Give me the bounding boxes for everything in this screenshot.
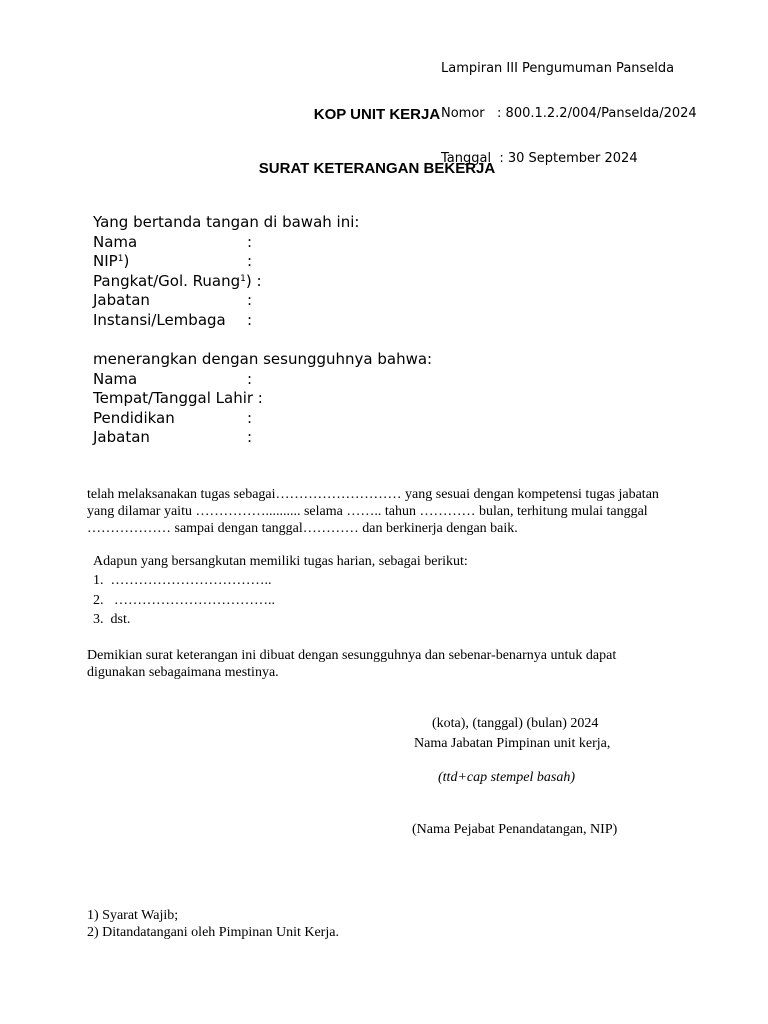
header-line-attachment: Lampiran III Pengumuman Panselda xyxy=(441,61,675,76)
field-label: Jabatan xyxy=(93,291,150,309)
footnote-ref: 1 xyxy=(240,273,246,284)
signer-field-name xyxy=(93,233,359,253)
field-label: Nama xyxy=(93,369,138,388)
closing-line: Demikian surat keterangan ini dibuat dengan sesungguhnya dan sebenar-benarnya untuk dapat xyxy=(87,648,617,663)
field-label: NIP xyxy=(93,252,118,270)
subject-field-name xyxy=(93,370,432,390)
field-colon: : xyxy=(247,291,253,309)
subject-field-education xyxy=(93,409,432,429)
field-suffix: ) : xyxy=(245,271,262,290)
subject-intro: menerangkan dengan sesungguhnya bahwa: xyxy=(93,350,433,368)
field-suffix: ) xyxy=(123,252,130,270)
signer-section xyxy=(93,213,359,330)
field-label: Pangkat/Gol. Ruang xyxy=(93,271,241,290)
header-line-date: Tanggal : 30 September 2024 xyxy=(441,151,638,166)
footnotes xyxy=(87,907,339,941)
subject-field-birth xyxy=(93,389,432,409)
footnote-ref: 1 xyxy=(117,254,124,264)
body-paragraph xyxy=(87,486,727,537)
letterhead-placeholder: KOP UNIT KERJA xyxy=(313,106,441,123)
footnote: 1) Syarat Wajib; xyxy=(87,908,179,923)
field-colon: : xyxy=(247,310,253,329)
signature-position: Nama Jabatan Pimpinan unit kerja, xyxy=(414,736,611,751)
list-item: 3. dst. xyxy=(93,611,131,627)
closing-paragraph xyxy=(87,647,727,681)
body-line: yang dilamar yaitu …………….......... selama …….. tahun ………… bulan, terhitung mulai tanggal xyxy=(87,504,648,519)
signer-field-nip xyxy=(93,252,359,272)
field-label: Pendidikan xyxy=(93,408,175,427)
list-item: 1. …………………………….. xyxy=(93,573,272,589)
footnote: 2) Ditandatangani oleh Pimpinan Unit Kerja. xyxy=(87,925,339,940)
list-item: 2. …………………………….. xyxy=(93,592,275,608)
document-title: SURAT KETERANGAN BEKERJA xyxy=(258,160,496,177)
signer-field-position xyxy=(93,291,359,311)
signer-field-rank xyxy=(93,272,359,292)
field-colon: : xyxy=(247,252,253,270)
field-colon: : xyxy=(247,369,253,388)
field-label: Instansi/Lembaga xyxy=(93,310,226,329)
field-colon: : xyxy=(247,428,253,446)
header-line-number: Nomor : 800.1.2.2/004/Panselda/2024 xyxy=(441,106,697,121)
signer-intro: Yang bertanda tangan di bawah ini: xyxy=(93,213,360,231)
subject-section xyxy=(93,350,432,448)
signature-name: (Nama Pejabat Penandatangan, NIP) xyxy=(412,822,618,837)
duties-intro: Adapun yang bersangkutan memiliki tugas harian, sebagai berikut: xyxy=(93,554,468,569)
closing-line: digunakan sebagaimana mestinya. xyxy=(87,665,279,680)
field-label: Nama xyxy=(93,232,138,251)
signature-place-date: (kota), (tanggal) (bulan) 2024 xyxy=(432,716,599,731)
duties-list xyxy=(93,552,468,629)
body-line: ……………… sampai dengan tanggal………… dan berkinerja dengan baik. xyxy=(87,521,518,536)
body-line: telah melaksanakan tugas sebagai……………………… yang sesuai dengan kompetensi tugas jabatan xyxy=(87,487,659,502)
subject-field-position xyxy=(93,428,432,448)
field-colon: : xyxy=(247,408,253,427)
field-colon: : xyxy=(247,232,253,251)
signer-field-institution xyxy=(93,311,359,331)
field-label: Jabatan xyxy=(93,428,150,446)
field-label: Tempat/Tanggal Lahir : xyxy=(93,389,263,407)
signature-stamp-note: (ttd+cap stempel basah) xyxy=(438,770,575,785)
